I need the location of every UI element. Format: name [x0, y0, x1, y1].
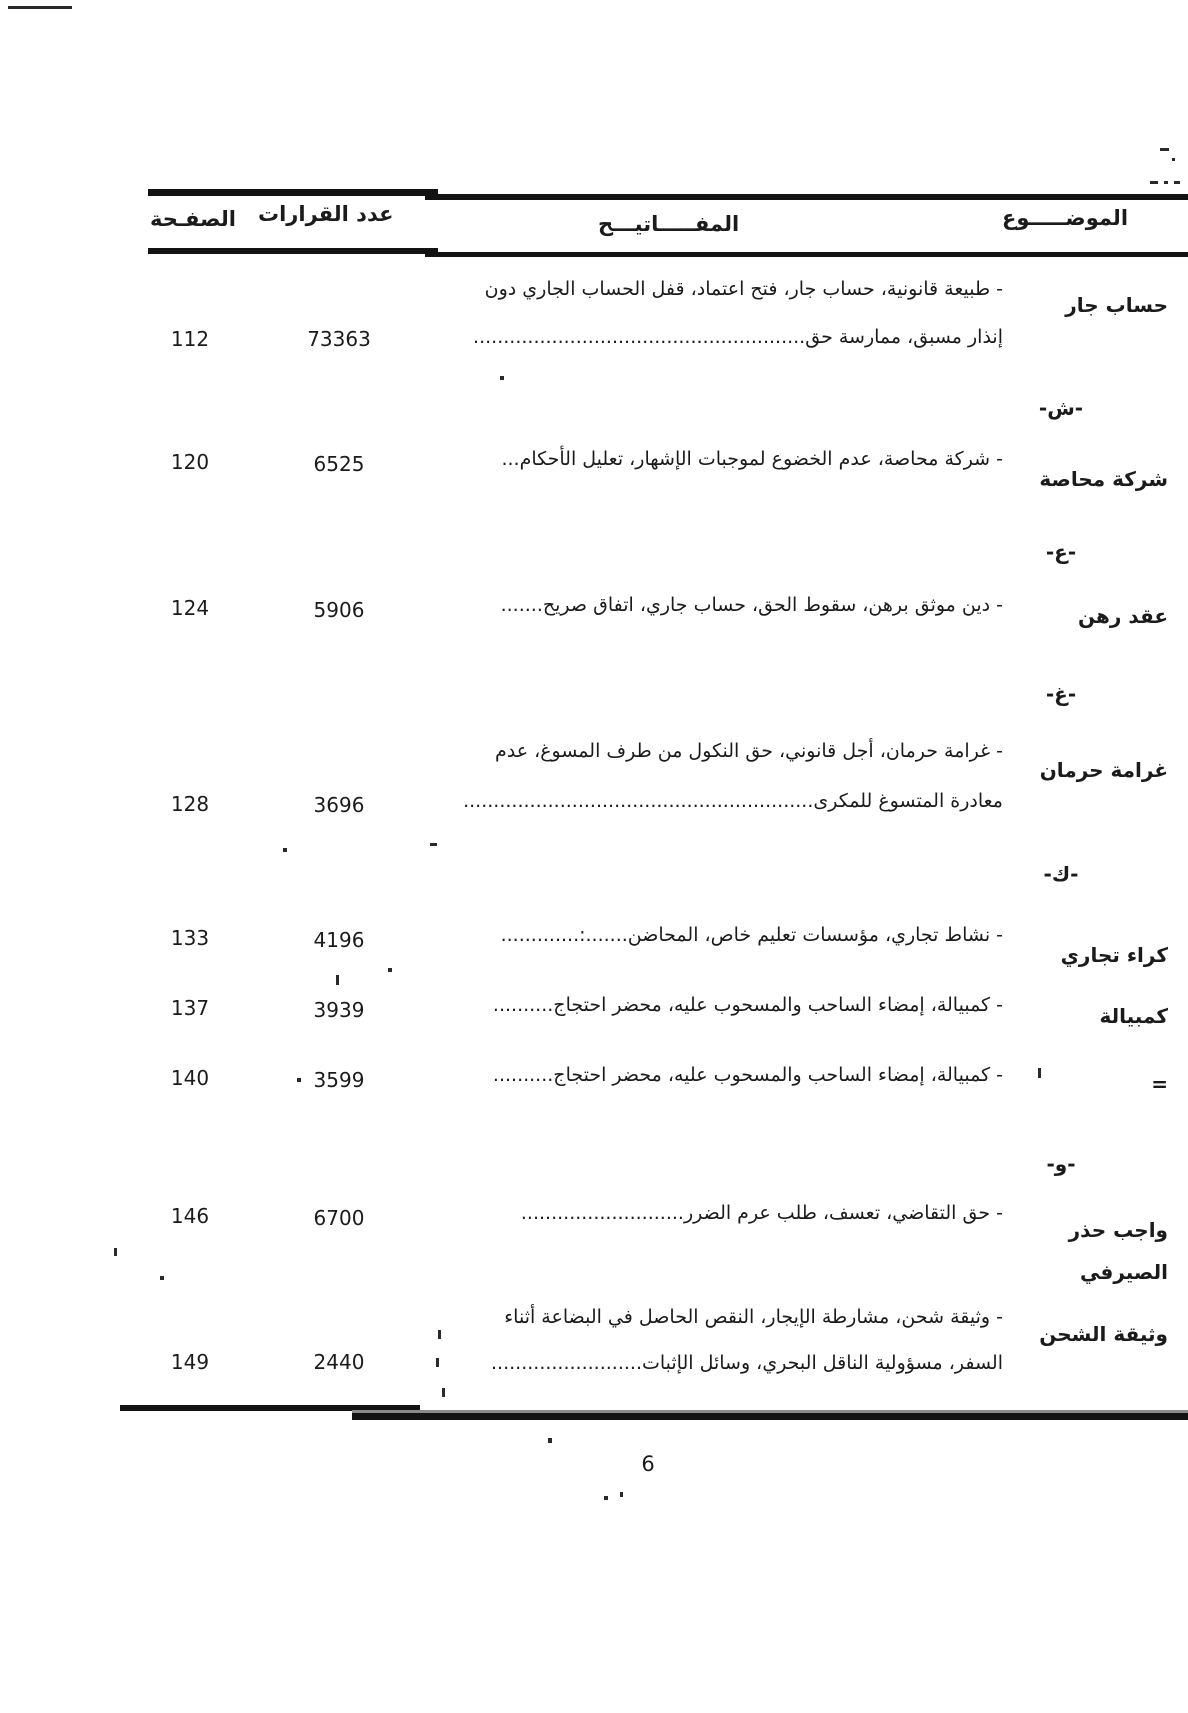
entry-page-number: 112	[170, 327, 210, 351]
scan-speck	[1174, 181, 1180, 184]
entry-keys: - طبيعة قانونية، حساب جار، فتح اعتماد، قفل الحساب الجاري دون	[484, 278, 1003, 300]
entry-decision-number: 5906	[313, 598, 365, 622]
entry-keys: إنذار مسبق، ممارسة حق.......................................................	[473, 326, 1003, 348]
section-letter: -غ-	[1045, 682, 1077, 706]
scan-speck	[1172, 158, 1175, 161]
entry-decision-number: 3696	[313, 793, 365, 817]
entry-subject: كمبيالة	[1099, 1004, 1168, 1028]
scan-speck	[336, 975, 339, 985]
scan-speck	[548, 1438, 552, 1443]
entry-page-number: 149	[170, 1350, 210, 1374]
scan-speck	[500, 376, 504, 380]
scan-speck	[620, 1492, 623, 1497]
section-letter: -و-	[1046, 1152, 1076, 1176]
scan-speck	[1150, 181, 1158, 184]
entry-subject: شركة محاصة	[1039, 467, 1168, 491]
entry-subject: واجب حذر	[1068, 1218, 1168, 1242]
entry-subject: كراء تجاري	[1060, 943, 1168, 967]
table-top-rule	[425, 194, 1188, 200]
entry-subject: =	[1151, 1072, 1168, 1096]
entry-decision-number: 4196	[313, 928, 365, 952]
entry-keys: - دين موثق برهن، سقوط الحق، حساب جاري، اتفاق صريح.......	[500, 594, 1003, 616]
section-letter: -ع-	[1045, 540, 1077, 564]
scan-speck	[436, 1358, 439, 1367]
entry-keys: - كمبيالة، إمضاء الساحب والمسحوب عليه، محضر احتجاج..........	[492, 1064, 1003, 1086]
column-header-keys: المفـــــاتيـــح	[598, 212, 740, 236]
scan-speck	[160, 1276, 164, 1280]
table-bottom-rule	[352, 1413, 1188, 1420]
entry-subject: الصيرفي	[1079, 1260, 1168, 1284]
scan-speck	[442, 1388, 445, 1397]
section-letter: -ك-	[1043, 862, 1079, 886]
entry-page-number: 137	[170, 996, 210, 1020]
entry-keys: معادرة المتسوغ للمكرى..........................................................	[463, 790, 1003, 812]
entry-keys: - حق التقاضي، تعسف، طلب عرم الضرر...........................	[520, 1202, 1003, 1224]
entry-keys: - نشاط تجاري، مؤسسات تعليم خاص، المحاضن.......:.............	[500, 924, 1003, 946]
entry-keys: - كمبيالة، إمضاء الساحب والمسحوب عليه، محضر احتجاج..........	[492, 994, 1003, 1016]
entry-subject: حساب جار	[1065, 293, 1168, 317]
entry-subject: غرامة حرمان	[1039, 758, 1168, 782]
entry-page-number: 120	[170, 450, 210, 474]
entry-decision-number: 73363	[307, 327, 371, 351]
scan-speck	[604, 1496, 608, 1500]
entry-page-number: 146	[170, 1204, 210, 1228]
scan-speck	[283, 848, 287, 852]
entry-keys: - غرامة حرمان، أجل قانوني، حق النكول من طرف المسوغ، عدم	[494, 740, 1003, 762]
header-bottom-rule	[148, 248, 438, 254]
scan-speck	[388, 968, 392, 972]
entry-decision-number: 6700	[313, 1206, 365, 1230]
scan-speck	[1038, 1068, 1041, 1078]
scan-speck	[1164, 181, 1168, 184]
entry-keys: السفر، مسؤولية الناقل البحري، وسائل الإثبات.........................	[491, 1352, 1003, 1374]
scan-speck	[297, 1078, 301, 1082]
entry-decision-number: 3939	[313, 998, 365, 1022]
table-top-rule	[148, 189, 438, 196]
section-letter: -ش-	[1038, 396, 1084, 420]
column-header-decisions: عدد القرارات	[258, 202, 394, 226]
page-number: 6	[641, 1452, 655, 1476]
entry-subject: عقد رهن	[1078, 604, 1168, 628]
entry-page-number: 124	[170, 596, 210, 620]
header-bottom-rule	[425, 252, 1188, 257]
entry-page-number: 128	[170, 792, 210, 816]
entry-page-number: 133	[170, 926, 210, 950]
entry-decision-number: 6525	[313, 452, 365, 476]
scan-speck	[430, 843, 437, 846]
scan-speck	[438, 1330, 441, 1339]
scan-speck	[1160, 148, 1169, 151]
column-header-subject: الموضـــــوع	[1002, 206, 1129, 230]
column-header-page: الصفـحة	[150, 207, 236, 231]
scan-speck	[114, 1248, 117, 1256]
entry-decision-number: 2440	[313, 1350, 365, 1374]
entry-keys: - وثيقة شحن، مشارطة الإيجار، النقص الحاصل في البضاعة أثناء	[504, 1306, 1003, 1328]
scan-mark-top-left	[8, 6, 72, 9]
entry-subject: وثيقة الشحن	[1039, 1322, 1168, 1346]
entry-page-number: 140	[170, 1066, 210, 1090]
entry-decision-number: 3599	[313, 1068, 365, 1092]
entry-keys: - شركة محاصة، عدم الخضوع لموجبات الإشهار، تعليل الأحكام...	[501, 448, 1003, 470]
